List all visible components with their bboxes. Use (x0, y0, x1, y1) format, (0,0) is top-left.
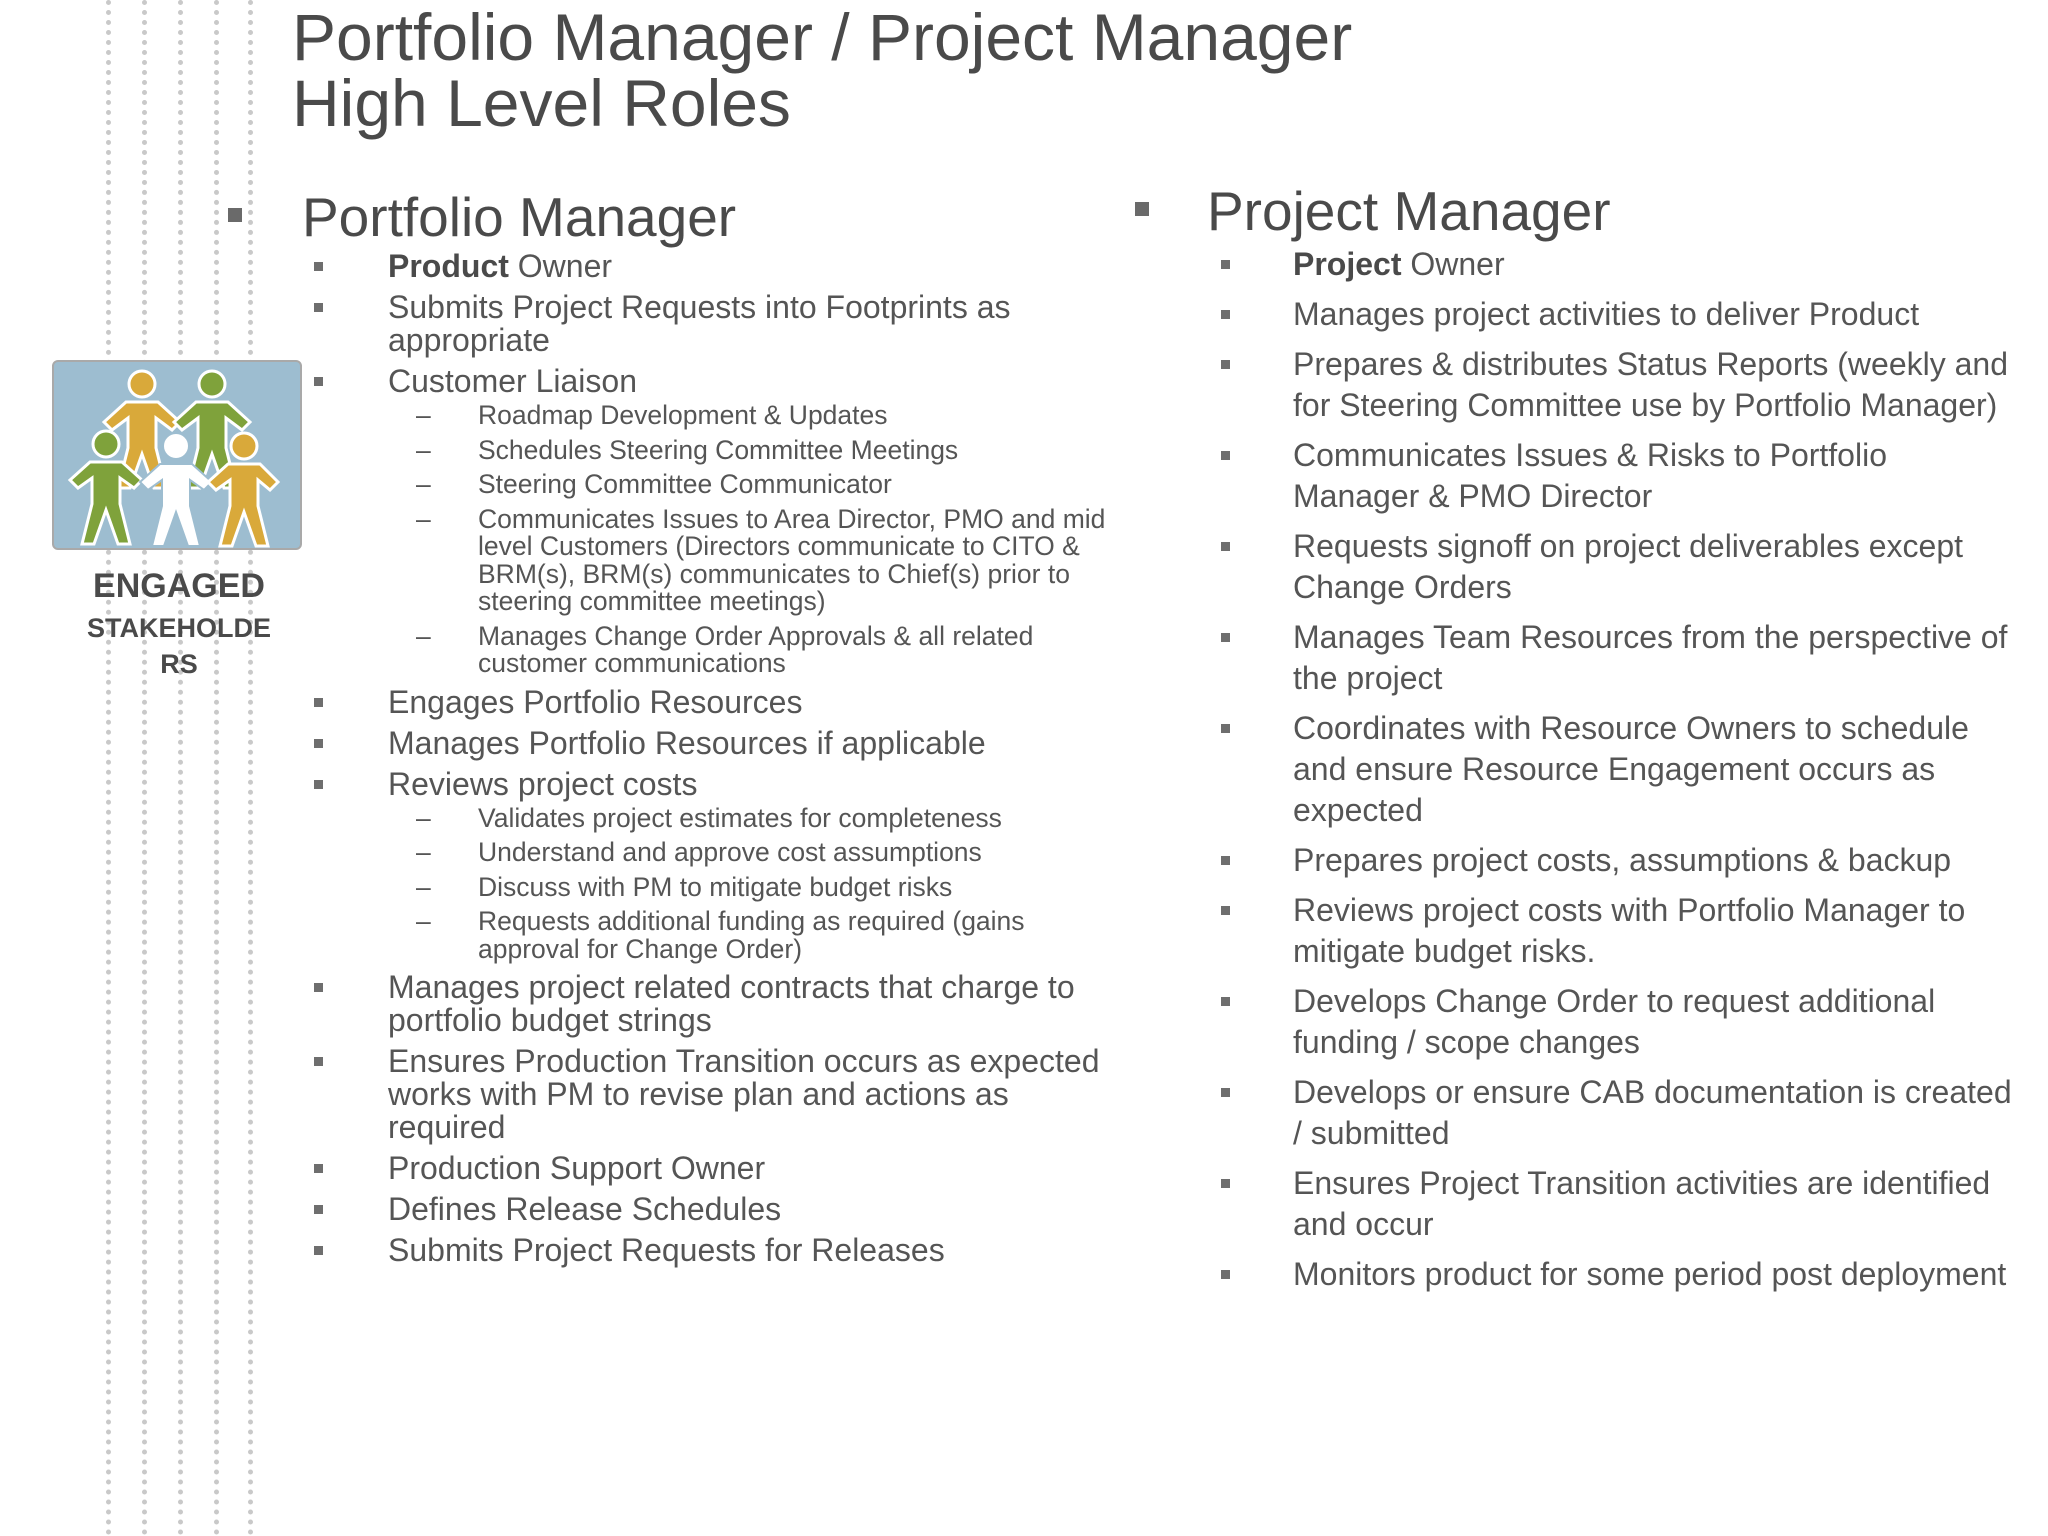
sub-list-item-text: Discuss with PM to mitigate budget risks (478, 871, 953, 902)
list-item (228, 765, 1108, 964)
sub-list-item-text: Communicates Issues to Area Director, PMO and mid level Customers (Directors communicate to CITO & BRM(s), BRM(s) communicates to Chief(s) prior to steering committee meetings) (478, 503, 1106, 616)
project-manager-heading (1135, 180, 2015, 242)
list-item-text: Manages project activities to deliver Product (1293, 296, 1920, 332)
list-item-text: Ensures Production Transition occurs as expected works with PM to revise plan and actions as required (388, 1043, 1100, 1145)
list-item (228, 250, 1108, 283)
list-item (228, 1234, 1108, 1267)
sub-list-item (388, 620, 1108, 678)
square-bullet-icon (1221, 542, 1230, 551)
list-item-text: Develops Change Order to request additional funding / scope changes (1293, 983, 1936, 1060)
sub-list-item-text: Requests additional funding as required (gains approval for Change Order) (478, 906, 1025, 964)
dash-bullet-icon: – (416, 837, 431, 867)
list-item (1135, 294, 2015, 335)
list-item (1135, 244, 2015, 285)
portfolio-manager-heading-text: Portfolio Manager (302, 186, 737, 248)
stakeholders-label-line-1: ENGAGED (93, 567, 265, 605)
square-bullet-icon (1221, 997, 1230, 1006)
sub-list-item-text: Roadmap Development & Updates (478, 400, 888, 430)
dotted-line-decoration (178, 0, 183, 1536)
dash-bullet-icon: – (416, 871, 431, 902)
square-bullet-icon (314, 1057, 323, 1066)
stakeholders-label-line-3: RS (160, 649, 198, 679)
square-bullet-icon (314, 983, 323, 992)
list-item-text: Reviews project costs (388, 765, 698, 802)
square-bullet-icon (228, 208, 242, 222)
dash-bullet-icon: – (416, 620, 431, 651)
list-item-text: Ensures Project Transition activities are identified and occur (1293, 1165, 1991, 1242)
sub-list-item (388, 871, 1108, 902)
project-manager-column (1135, 180, 2015, 1304)
dash-bullet-icon: – (416, 503, 431, 534)
square-bullet-icon (314, 780, 323, 789)
list-item (1135, 708, 2015, 831)
list-item (228, 724, 1108, 761)
list-item (228, 291, 1108, 357)
square-bullet-icon (314, 303, 323, 312)
portfolio-manager-heading (228, 186, 1108, 248)
square-bullet-icon (1221, 724, 1230, 733)
square-bullet-icon (314, 1205, 323, 1214)
sub-list-item (388, 471, 1108, 499)
square-bullet-icon (314, 739, 323, 748)
list-item (1135, 981, 2015, 1063)
square-bullet-icon (314, 698, 323, 707)
list-item-text: Production Support Owner (388, 1150, 766, 1186)
title-line-1: Portfolio Manager / Project Manager (292, 0, 1353, 74)
page-title (292, 0, 1353, 140)
list-item (1135, 617, 2015, 699)
list-item-text: Owner (1401, 246, 1505, 282)
list-item-text: Reviews project costs with Portfolio Manager to mitigate budget risks. (1293, 892, 1966, 969)
list-item (1135, 890, 2015, 972)
list-item-text: Coordinates with Resource Owners to schedule and ensure Resource Engagement occurs as expected (1293, 710, 1969, 828)
square-bullet-icon (1221, 360, 1230, 369)
list-item-text: Owner (508, 248, 613, 284)
square-bullet-icon (1135, 202, 1149, 216)
list-item-text: Prepares & distributes Status Reports (weekly and for Steering Committee use by Portfolio Manager) (1293, 346, 2008, 423)
project-manager-heading-text: Project Manager (1207, 180, 1611, 242)
list-item (1135, 840, 2015, 881)
list-item (1135, 435, 2015, 517)
list-item (1135, 1254, 2015, 1295)
square-bullet-icon (1221, 1179, 1230, 1188)
dash-bullet-icon: – (416, 802, 431, 833)
list-item (228, 1193, 1108, 1226)
sub-list-item (388, 802, 1108, 833)
sub-list-item-text: Understand and approve cost assumptions (478, 837, 982, 867)
dash-bullet-icon: – (416, 400, 431, 430)
sub-list-item (388, 503, 1108, 616)
list-item-text: Requests signoff on project deliverables except Change Orders (1293, 528, 1964, 605)
sub-list (228, 402, 1108, 678)
list-item (1135, 526, 2015, 608)
list-item (228, 683, 1108, 720)
square-bullet-icon (314, 262, 323, 271)
dash-bullet-icon: – (416, 469, 431, 499)
list-item-bold-text: Product (388, 248, 509, 284)
square-bullet-icon (1221, 1088, 1230, 1097)
square-bullet-icon (314, 1246, 323, 1255)
list-item-text: Monitors product for some period post deployment (1293, 1256, 2007, 1292)
dotted-line-decoration (142, 0, 147, 1536)
square-bullet-icon (1221, 856, 1230, 865)
list-item (228, 1152, 1108, 1185)
sub-list-item (388, 402, 1108, 430)
dash-bullet-icon: – (416, 906, 431, 936)
list-item (228, 971, 1108, 1037)
dotted-line-decoration (214, 0, 219, 1536)
list-item-text: Manages Team Resources from the perspective of the project (1293, 619, 2008, 696)
stakeholders-label-line-2: STAKEHOLDE (86, 613, 271, 643)
list-item-text: Defines Release Schedules (388, 1191, 782, 1227)
project-manager-list (1135, 244, 2015, 1295)
dash-bullet-icon: – (416, 434, 431, 465)
list-item (1135, 344, 2015, 426)
sub-list-item (388, 908, 1108, 963)
list-item-text: Communicates Issues & Risks to Portfolio Manager & PMO Director (1293, 437, 1887, 514)
list-item (1135, 1072, 2015, 1154)
dotted-line-decoration (106, 0, 111, 1536)
title-line-2: High Level Roles (292, 66, 791, 140)
square-bullet-icon (314, 1164, 323, 1173)
list-item-text: Prepares project costs, assumptions & backup (1293, 842, 1952, 878)
sub-list (228, 802, 1108, 964)
portfolio-manager-list (228, 250, 1108, 1267)
square-bullet-icon (1221, 451, 1230, 460)
list-item-text: Customer Liaison (388, 363, 637, 399)
portfolio-manager-column (228, 186, 1108, 1275)
square-bullet-icon (1221, 633, 1230, 642)
list-item (228, 1045, 1108, 1144)
list-item-text: Manages project related contracts that charge to portfolio budget strings (388, 969, 1075, 1038)
list-item (228, 365, 1108, 678)
sub-list-item (388, 434, 1108, 465)
square-bullet-icon (314, 377, 323, 386)
square-bullet-icon (1221, 310, 1230, 319)
list-item (1135, 1163, 2015, 1245)
list-item-text: Submits Project Requests into Footprints as appropriate (388, 289, 1011, 358)
list-item-text: Engages Portfolio Resources (388, 683, 803, 720)
square-bullet-icon (1221, 906, 1230, 915)
list-item-text: Submits Project Requests for Releases (388, 1232, 945, 1268)
sub-list-item (388, 839, 1108, 867)
square-bullet-icon (1221, 260, 1230, 269)
list-item-text: Develops or ensure CAB documentation is created / submitted (1293, 1074, 2012, 1151)
sub-list-item-text: Steering Committee Communicator (478, 469, 892, 499)
list-item-bold-text: Project (1293, 246, 1402, 282)
sub-list-item-text: Validates project estimates for completeness (478, 802, 1002, 833)
sub-list-item-text: Manages Change Order Approvals & all related customer communications (478, 620, 1034, 678)
square-bullet-icon (1221, 1270, 1230, 1279)
list-item-text: Manages Portfolio Resources if applicable (388, 724, 986, 761)
sub-list-item-text: Schedules Steering Committee Meetings (478, 434, 959, 465)
